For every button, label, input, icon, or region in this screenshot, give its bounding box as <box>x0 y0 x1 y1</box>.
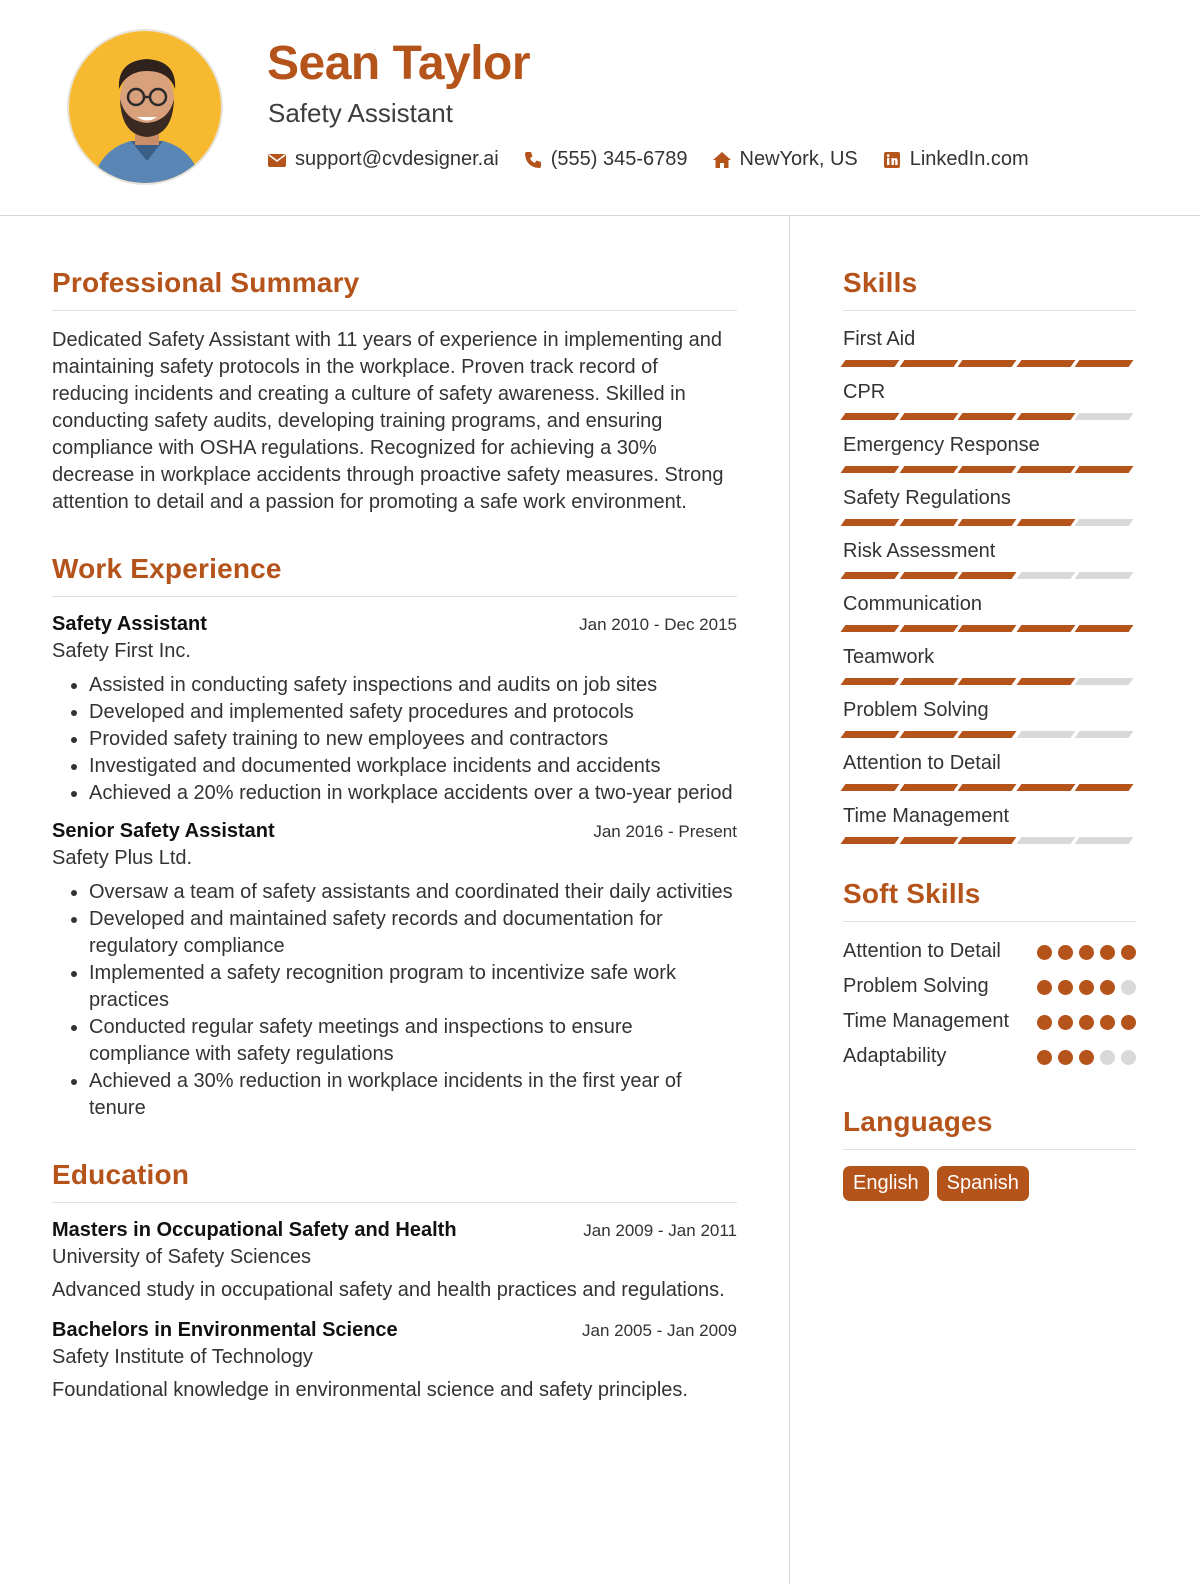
skill-name: Problem Solving <box>843 699 989 721</box>
rating-dot <box>1100 1050 1115 1065</box>
skill-level-segment <box>1016 784 1074 791</box>
skill-level-segment <box>1075 519 1133 526</box>
job-company: Safety First Inc. <box>52 640 191 662</box>
skill-level-bar <box>843 678 1136 685</box>
candidate-role: Safety Assistant <box>268 98 453 128</box>
section-title: Soft Skills <box>843 878 1136 922</box>
education-entry <box>52 1219 737 1304</box>
section-title: Professional Summary <box>52 267 737 311</box>
skill-item <box>843 804 1136 844</box>
contact-location <box>712 148 858 171</box>
skill-level-segment <box>1016 466 1074 473</box>
soft-skill-item <box>843 973 1136 1000</box>
skill-item <box>843 645 1136 685</box>
rating-dot <box>1100 980 1115 995</box>
skill-level-bar <box>843 837 1136 844</box>
soft-skill-rating <box>1031 1050 1136 1065</box>
envelope-icon <box>267 150 287 170</box>
skill-level-segment <box>841 625 899 632</box>
skill-item <box>843 433 1136 473</box>
soft-skill-item <box>843 1043 1136 1070</box>
list-item: • Achieved a 20% reduction in workplace accidents over a two-year period <box>89 780 737 807</box>
soft-skills-list <box>843 938 1136 1070</box>
skill-level-segment <box>899 572 957 579</box>
skill-item <box>843 751 1136 791</box>
rating-dot <box>1058 1015 1073 1030</box>
job-date: Jan 2016 - Present <box>593 822 737 841</box>
degree-title: Masters in Occupational Safety and Health <box>52 1219 457 1241</box>
rating-dot <box>1058 980 1073 995</box>
languages-list <box>843 1166 1136 1201</box>
home-icon <box>712 150 732 170</box>
skill-name: Emergency Response <box>843 434 1040 456</box>
rating-dot <box>1037 945 1052 960</box>
rating-dot <box>1037 980 1052 995</box>
skill-level-bar <box>843 413 1136 420</box>
job-title: Safety Assistant <box>52 613 207 635</box>
skill-level-segment <box>1016 837 1074 844</box>
job-bullets <box>52 672 737 807</box>
skill-level-segment <box>841 784 899 791</box>
skill-name: CPR <box>843 381 886 403</box>
skill-level-segment <box>899 519 957 526</box>
skill-level-segment <box>899 678 957 685</box>
skill-level-segment <box>958 466 1016 473</box>
degree-title: Bachelors in Environmental Science <box>52 1319 398 1341</box>
education-date: Jan 2009 - Jan 2011 <box>583 1221 737 1240</box>
skill-level-segment <box>899 625 957 632</box>
skill-level-segment <box>1075 678 1133 685</box>
rating-dot <box>1079 1050 1094 1065</box>
soft-skill-rating <box>1031 1015 1136 1030</box>
rating-dot <box>1079 1015 1094 1030</box>
rating-dot <box>1121 980 1136 995</box>
sidebar-column <box>843 216 1136 1201</box>
skill-name: Risk Assessment <box>843 540 996 562</box>
rating-dot <box>1058 945 1073 960</box>
skill-level-segment <box>899 360 957 367</box>
skill-level-segment <box>958 572 1016 579</box>
skills-section <box>843 267 1136 844</box>
experience-section <box>52 553 737 1122</box>
skill-level-segment <box>841 466 899 473</box>
skill-level-segment <box>1075 466 1133 473</box>
language-tag: Spanish <box>937 1166 1029 1201</box>
rating-dot <box>1100 945 1115 960</box>
contact-linkedin[interactable] <box>882 148 1029 171</box>
soft-skill-name: Time Management <box>843 1010 1009 1032</box>
skill-level-segment <box>841 572 899 579</box>
job-company: Safety Plus Ltd. <box>52 847 193 869</box>
skill-level-segment <box>958 519 1016 526</box>
list-item: • Oversaw a team of safety assistants and coordinated their daily activities <box>89 879 737 906</box>
avatar <box>67 29 223 185</box>
skill-level-segment <box>958 784 1016 791</box>
languages-section <box>843 1106 1136 1201</box>
rating-dot <box>1121 1015 1136 1030</box>
skill-name: Teamwork <box>843 646 935 668</box>
soft-skill-item <box>843 1008 1136 1035</box>
contact-text: (555) 345-6789 <box>550 148 688 170</box>
skill-level-segment <box>1016 519 1074 526</box>
contact-text: LinkedIn.com <box>909 148 1029 170</box>
avatar-photo <box>69 31 223 185</box>
skill-level-segment <box>958 413 1016 420</box>
candidate-name: Sean Taylor <box>267 37 531 90</box>
skill-level-bar <box>843 466 1136 473</box>
rating-dot <box>1037 1015 1052 1030</box>
skill-item <box>843 698 1136 738</box>
skill-level-segment <box>1016 625 1074 632</box>
skill-level-segment <box>899 784 957 791</box>
skill-name: Time Management <box>843 805 1009 827</box>
skill-level-segment <box>958 625 1016 632</box>
soft-skill-name: Adaptability <box>843 1045 947 1067</box>
skill-level-segment <box>899 466 957 473</box>
list-item: • Conducted regular safety meetings and inspections to ensure compliance with safety regulations <box>89 1014 737 1068</box>
list-item: • Provided safety training to new employees and contractors <box>89 726 737 753</box>
list-item: • Developed and implemented safety procedures and protocols <box>89 699 737 726</box>
skill-level-segment <box>958 731 1016 738</box>
skill-level-segment <box>1075 731 1133 738</box>
skill-level-segment <box>1075 784 1133 791</box>
list-item: • Achieved a 30% reduction in workplace incidents in the first year of tenure <box>89 1068 737 1122</box>
skill-level-bar <box>843 572 1136 579</box>
skill-level-bar <box>843 625 1136 632</box>
skill-level-segment <box>841 837 899 844</box>
skill-level-segment <box>899 837 957 844</box>
contact-text: NewYork, US <box>739 148 858 170</box>
job-bullets <box>52 879 737 1122</box>
skill-level-bar <box>843 360 1136 367</box>
soft-skills-section <box>843 878 1136 1070</box>
skill-name: First Aid <box>843 328 916 350</box>
list-item: • Assisted in conducting safety inspections and audits on job sites <box>89 672 737 699</box>
skill-level-segment <box>841 519 899 526</box>
soft-skill-rating <box>1031 980 1136 995</box>
list-item: • Implemented a safety recognition program to incentivize safe work practices <box>89 960 737 1014</box>
list-item: • Developed and maintained safety records and documentation for regulatory compliance <box>89 906 737 960</box>
section-title: Languages <box>843 1106 1136 1150</box>
skill-level-segment <box>958 678 1016 685</box>
main-column <box>52 216 737 1404</box>
contact-phone[interactable] <box>523 148 688 171</box>
education-section <box>52 1159 737 1404</box>
skill-level-segment <box>1016 360 1074 367</box>
soft-skill-name: Problem Solving <box>843 975 989 997</box>
skill-level-segment <box>1016 413 1074 420</box>
job-date: Jan 2010 - Dec 2015 <box>579 615 737 634</box>
skill-level-segment <box>1016 731 1074 738</box>
section-title: Skills <box>843 267 1136 311</box>
skill-name: Attention to Detail <box>843 752 1001 774</box>
section-title: Work Experience <box>52 553 737 597</box>
skill-level-segment <box>958 837 1016 844</box>
summary-section <box>52 267 737 516</box>
skill-name: Communication <box>843 593 982 615</box>
skill-level-segment <box>1016 572 1074 579</box>
rating-dot <box>1121 1050 1136 1065</box>
column-divider <box>789 216 790 1584</box>
skill-level-segment <box>841 731 899 738</box>
education-date: Jan 2005 - Jan 2009 <box>581 1321 737 1340</box>
skills-list <box>843 327 1136 844</box>
rating-dot <box>1121 945 1136 960</box>
skill-level-segment <box>841 360 899 367</box>
skill-level-segment <box>841 413 899 420</box>
skill-level-segment <box>1075 360 1133 367</box>
rating-dot <box>1079 945 1094 960</box>
soft-skill-item <box>843 938 1136 965</box>
job-title: Senior Safety Assistant <box>52 820 275 842</box>
summary-text: Dedicated Safety Assistant with 11 years of experience in implementing and maintaining safety protocols in the workplace. Proven track record of reducing incidents and creating a culture of safety awareness. Skilled in conducting safety audits, developing training programs, and ensuring compliance with OSHA regulations. Recognized for achieving a 30% decrease in workplace accidents through proactive safety measures. Strong attention to detail and a passion for promoting a safe work environment. <box>52 329 724 513</box>
soft-skill-name: Attention to Detail <box>843 940 1001 962</box>
job-entry <box>52 613 737 807</box>
contact-list <box>267 148 1053 171</box>
skill-level-segment <box>1075 625 1133 632</box>
section-title: Education <box>52 1159 737 1203</box>
rating-dot <box>1037 1050 1052 1065</box>
skill-level-segment <box>1075 572 1133 579</box>
skill-item <box>843 380 1136 420</box>
skill-level-bar <box>843 784 1136 791</box>
skill-item <box>843 592 1136 632</box>
skill-item <box>843 327 1136 367</box>
skill-level-segment <box>958 360 1016 367</box>
skill-level-segment <box>899 731 957 738</box>
skill-level-bar <box>843 731 1136 738</box>
contact-text: support@cvdesigner.ai <box>295 148 499 170</box>
education-desc: Foundational knowledge in environmental science and safety principles. <box>52 1379 688 1401</box>
language-tag: English <box>843 1166 929 1201</box>
skill-level-segment <box>841 678 899 685</box>
education-entry <box>52 1319 737 1404</box>
skill-level-segment <box>1016 678 1074 685</box>
skill-item <box>843 486 1136 526</box>
linkedin-icon <box>882 150 902 170</box>
resume-header <box>0 0 1200 216</box>
contact-email[interactable] <box>267 148 499 171</box>
school-name: University of Safety Sciences <box>52 1246 311 1268</box>
skill-level-segment <box>1075 413 1133 420</box>
school-name: Safety Institute of Technology <box>52 1346 313 1368</box>
soft-skill-rating <box>1031 945 1136 960</box>
skill-level-segment <box>899 413 957 420</box>
rating-dot <box>1079 980 1094 995</box>
skill-level-segment <box>1075 837 1133 844</box>
skill-name: Safety Regulations <box>843 487 1011 509</box>
skill-item <box>843 539 1136 579</box>
phone-icon <box>523 150 543 170</box>
rating-dot <box>1058 1050 1073 1065</box>
education-desc: Advanced study in occupational safety and health practices and regulations. <box>52 1279 725 1301</box>
rating-dot <box>1100 1015 1115 1030</box>
list-item: • Investigated and documented workplace incidents and accidents <box>89 753 737 780</box>
skill-level-bar <box>843 519 1136 526</box>
job-entry <box>52 820 737 1122</box>
